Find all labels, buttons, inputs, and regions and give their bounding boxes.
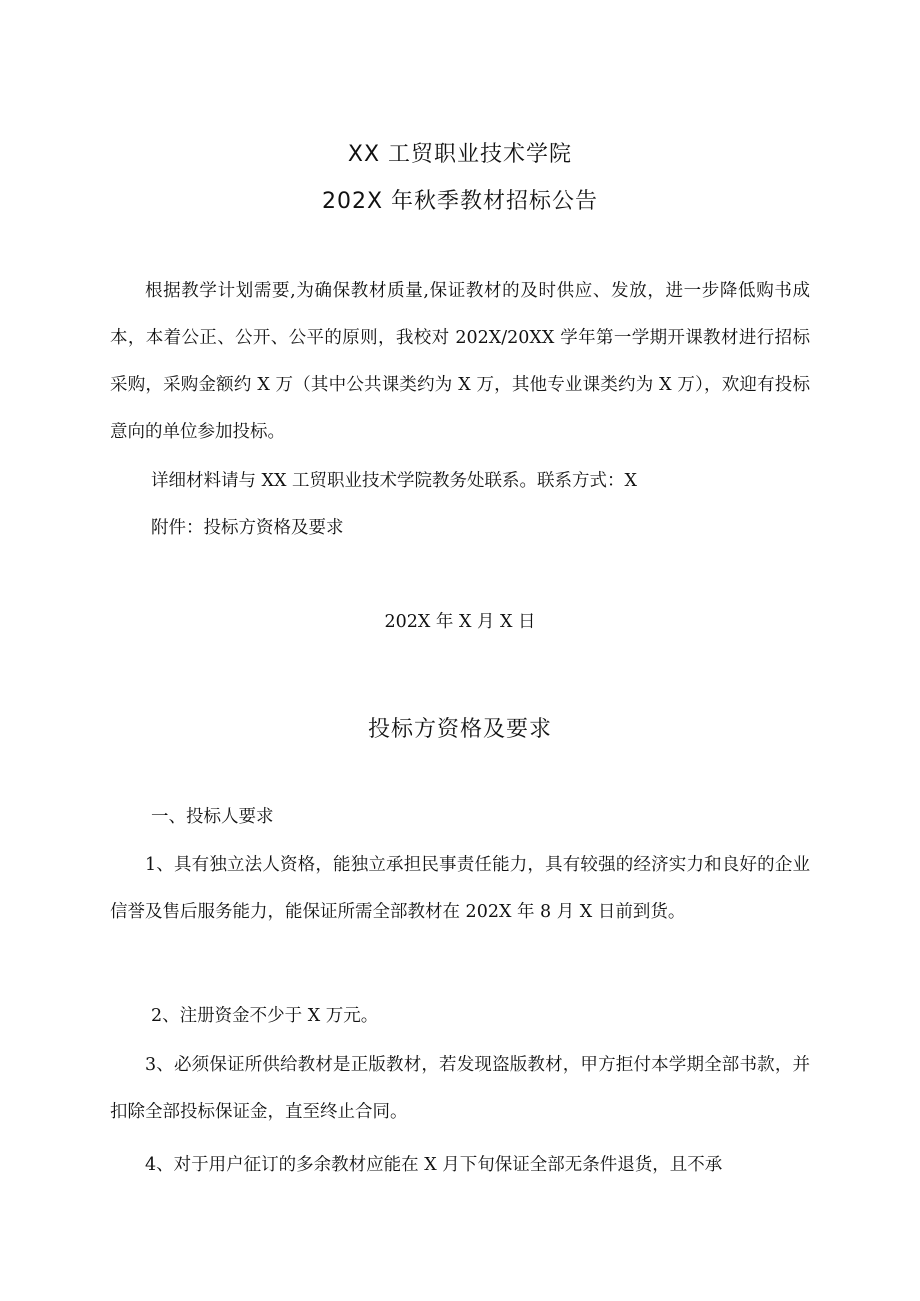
section-heading: 一、投标人要求 bbox=[151, 807, 274, 827]
notice-date: 202X 年 X 月 X 日 bbox=[384, 612, 536, 632]
institution-title: XX 工贸职业技术学院 bbox=[347, 142, 573, 167]
requirement-item-2: 2、注册资金不少于 X 万元。 bbox=[151, 1006, 379, 1026]
requirement-item-3: 3、必须保证所供给教材是正版教材，若发现盗版教材，甲方拒付本学期全部书款，并扣除全部投标保证金，直至终止合同。 bbox=[110, 1055, 810, 1122]
requirement-item-4: 4、对于用户征订的多余教材应能在 X 月下旬保证全部无条件退货，且不承 bbox=[145, 1155, 723, 1175]
contact-line: 详细材料请与 XX 工贸职业技术学院教务处联系。联系方式：X bbox=[151, 471, 637, 491]
notice-paragraph: 根据教学计划需要,为确保教材质量,保证教材的及时供应、发放，进一步降低购书成本，本着公正、公开、公平的原则，我校对 202X/20XX 学年第一学期开课教材进行招标采购，采购金额约 X 万（其中公共课类约为 X 万，其他专业课类约为 X 万），欢迎有投标意向的单位参加投标。 bbox=[110, 281, 810, 442]
attachment-line: 附件：投标方资格及要求 bbox=[151, 518, 344, 538]
requirements-title: 投标方资格及要求 bbox=[367, 717, 552, 742]
requirement-item-1: 1、具有独立法人资格，能独立承担民事责任能力，具有较强的经济实力和良好的企业信誉及售后服务能力，能保证所需全部教材在 202X 年 8 月 X 日前到货。 bbox=[110, 855, 810, 922]
notice-title: 202X 年秋季教材招标公告 bbox=[321, 189, 599, 214]
